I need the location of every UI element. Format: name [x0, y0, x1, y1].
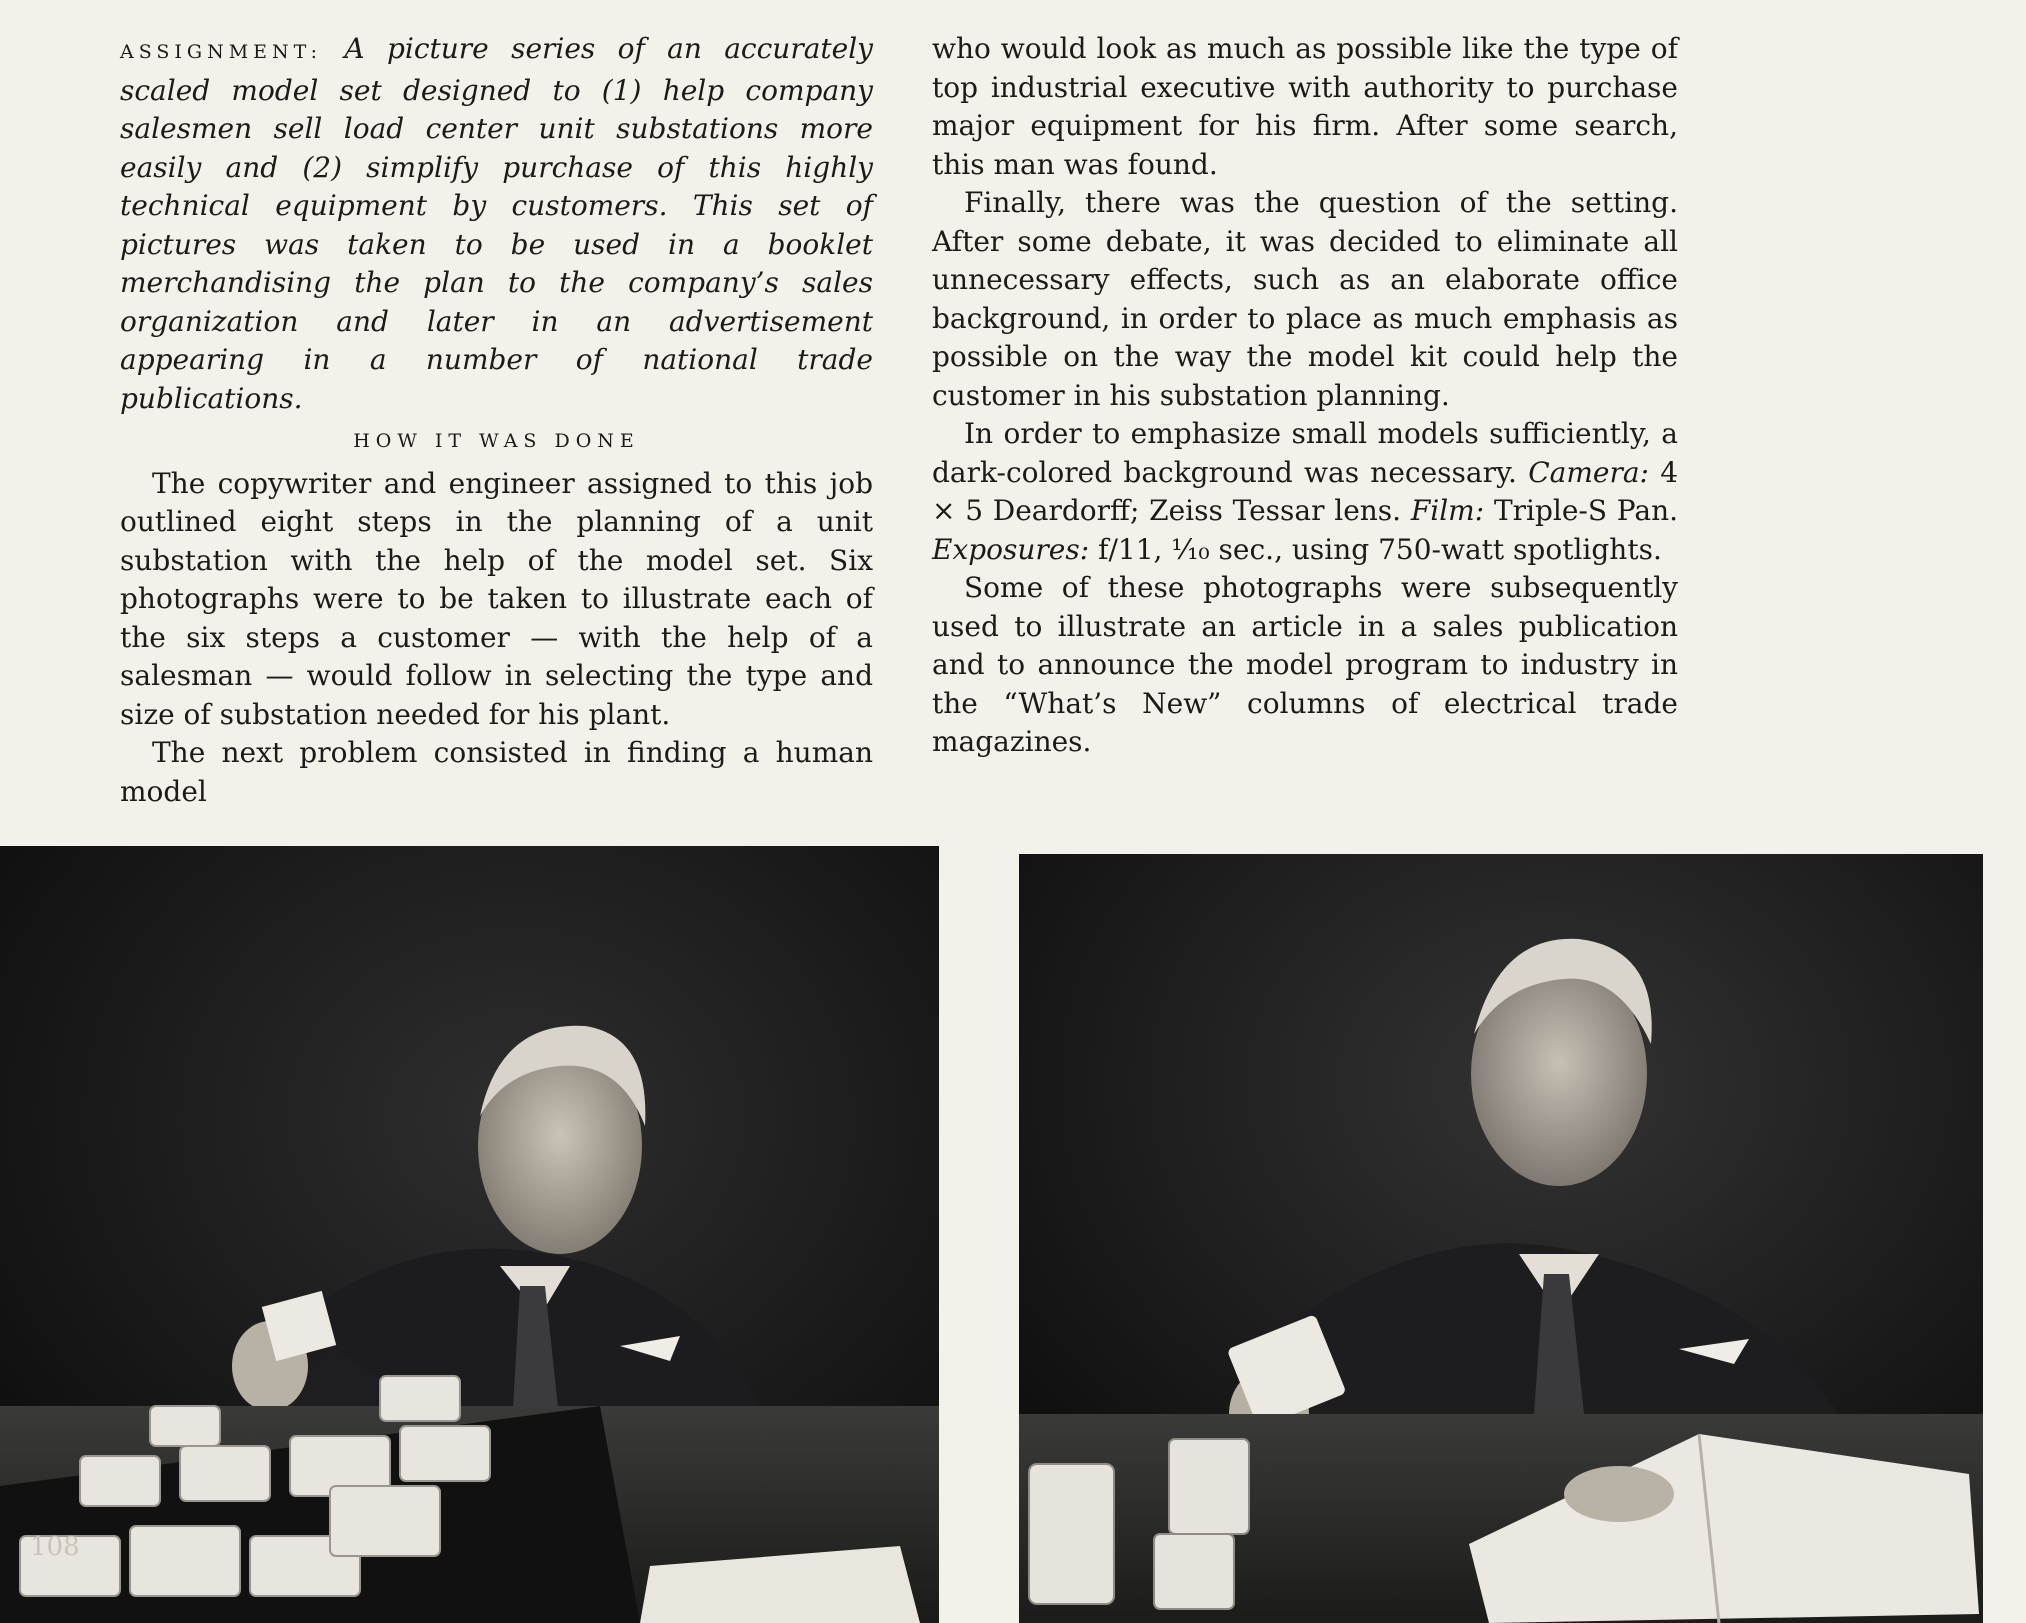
assignment-text: A picture series of an accurately scaled model set designed to (1) help company salesmen sell load center unit substations more easily and (2) simplify purchase of this highly technical equipment by customers. This set of pictures was taken to be used in a booklet merchandising the plan to the company’s sales organization and later in an advertisement appearing in a number of national trade publications.	[120, 32, 873, 415]
camera-value: 4 × 5 Deardorff; Zeiss Tessar lens.	[932, 455, 1679, 527]
right-paragraph-4: Some of these photographs were subsequently used to illustrate an article in a sales publication and to announce the model program to industry in the “What’s New” columns of electrical trade magazines.	[932, 571, 1678, 758]
left-paragraph-1: The copywriter and engineer assigned to this job outlined eight steps in the planning of a unit substation with the help of the model set. Six photographs were to be taken to illustrate each of the six steps a customer — with the help of a salesman — would follow in selecting the type and size of substation needed for his plant.	[120, 466, 873, 731]
exposures-value: f/11, ¹⁄₁₀ sec., using 750-watt spotlights.	[1098, 532, 1662, 566]
photo-executive-with-model-kit	[0, 846, 939, 1623]
exposures-label: Exposures:	[932, 532, 1090, 566]
camera-label: Camera:	[1528, 455, 1649, 489]
right-paragraph-2: Finally, there was the question of the setting. After some debate, it was decided to eliminate all unnecessary effects, such as an elaborate office background, in order to place as much emphasis as possible on the way the model kit could help the customer in his substation planning.	[932, 186, 1678, 412]
film-value: Triple-S Pan.	[1493, 494, 1679, 527]
photo-executive-reading-plans	[1019, 854, 1983, 1623]
assignment-paragraph	[120, 30, 873, 418]
left-paragraph-2: The next problem consisted in finding a human model	[120, 736, 873, 808]
page-number: 108	[30, 1532, 80, 1562]
setting-text: In order to emphasize small models sufficiently, a dark-colored background was necessary.	[932, 417, 1678, 489]
assignment-label: ASSIGNMENT:	[120, 41, 323, 63]
photo-right-illustration	[1019, 854, 1983, 1623]
right-text-column	[932, 30, 1678, 762]
right-paragraph-3	[932, 415, 1678, 569]
film-label: Film:	[1410, 494, 1485, 527]
left-text-column	[120, 30, 873, 811]
section-heading: HOW IT WAS DONE	[353, 430, 640, 452]
right-paragraph-1: who would look as much as possible like the type of top industrial executive with authority to purchase major equipment for his firm. After some search, this man was found.	[932, 32, 1678, 181]
photo-left-illustration	[0, 846, 939, 1623]
